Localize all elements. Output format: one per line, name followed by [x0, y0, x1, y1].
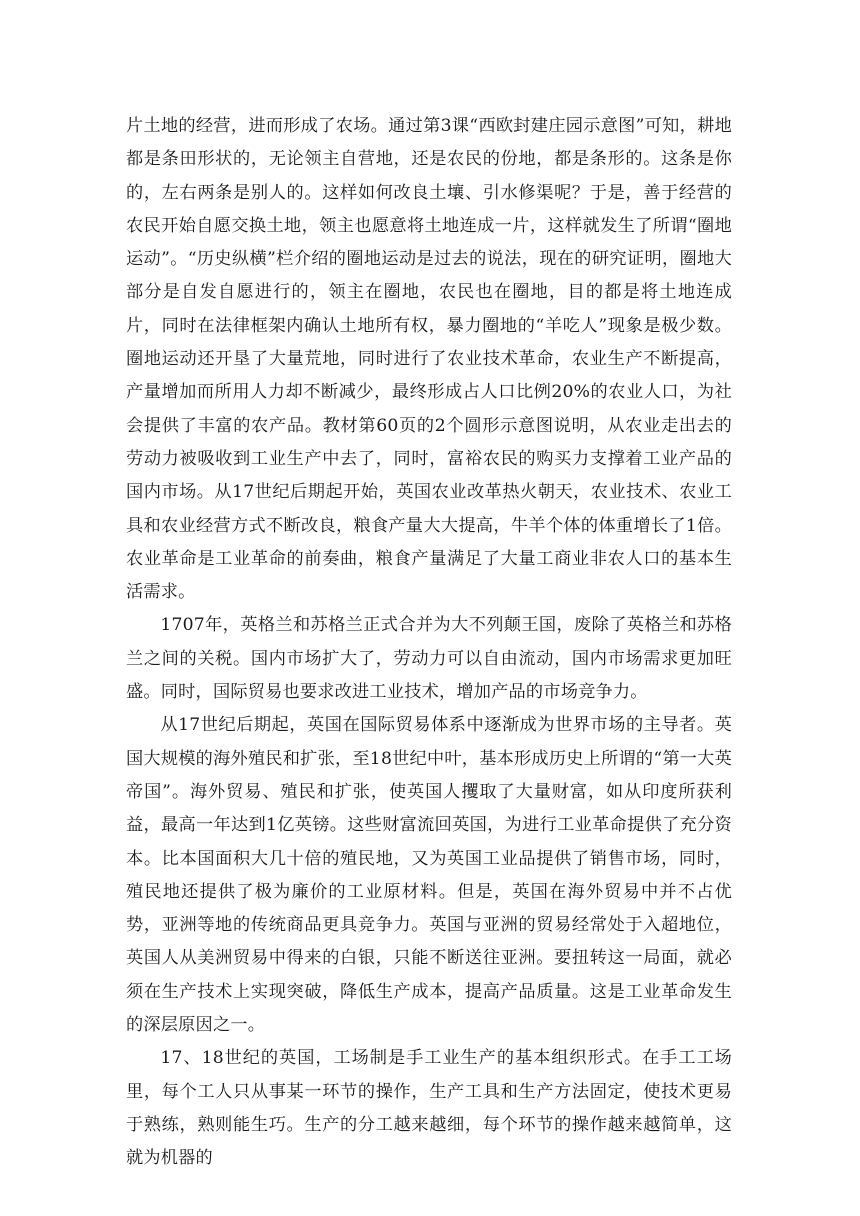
paragraph-workshop-system: 17、18世纪的英国，工场制是手工业生产的基本组织形式。在手工工场里，每个工人只从事某一环节的操作，生产工具和生产方法固定，使技术更易于熟练，熟则能生巧。生产的分工越来越细，每个环节的操作越来越简单，这就为机器的: [126, 1048, 732, 1169]
paragraph-union-1707: 1707年，英格兰和苏格兰正式合并为大不列颠王国，废除了英格兰和苏格兰之间的关税。国内市场扩大了，劳动力可以自由流动，国内市场需求更加旺盛。同时，国际贸易也要求改进工业技术，增加产品的市场竞争力。: [126, 615, 732, 703]
paragraph-overseas-trade: 从17世纪后期起，英国在国际贸易体系中逐渐成为世界市场的主导者。英国大规模的海外殖民和扩张，至18世纪中叶，基本形成历史上所谓的“第一大英帝国”。海外贸易、殖民和扩张，使英国人攫取了大量财富，如从印度所获利益，最高一年达到1亿英镑。这些财富流回英国，为进行工业革命提供了充分资本。比本国面积大几十倍的殖民地，又为英国工业品提供了销售市场，同时，殖民地还提供了极为廉价的工业原材料。但是，英国在海外贸易中并不占优势，亚洲等地的传统商品更具竞争力。英国与亚洲的贸易经常处于入超地位，英国人从美洲贸易中得来的白银，只能不断送往亚洲。要扭转这一局面，就必须在生产技术上实现突破，降低生产成本，提高产品质量。这是工业革命发生的深层原因之一。: [126, 715, 732, 1036]
document-body: [126, 110, 732, 1176]
paragraph-farming-enclosure: 片土地的经营，进而形成了农场。通过第3课“西欧封建庄园示意图”可知，耕地都是条田形状的，无论领主自营地，还是农民的份地，都是条形的。这条是你的，左右两条是别人的。这样如何改良土壤、引水修渠呢？于是，善于经营的农民开始自愿交换土地，领主也愿意将土地连成一片，这样就发生了所谓“圈地运动”。“历史纵横”栏介绍的圈地运动是过去的说法，现在的研究证明，圈地大部分是自发自愿进行的，领主在圈地，农民也在圈地，目的都是将土地连成片，同时在法律框架内确认土地所有权，暴力圈地的“羊吃人”现象是极少数。圈地运动还开垦了大量荒地，同时进行了农业技术革命，农业生产不断提高，产量增加而所用人力却不断减少，最终形成占人口比例20%的农业人口，为社会提供了丰富的农产品。教材第60页的2个圆形示意图说明，从农业走出去的劳动力被吸收到工业生产中去了，同时，富裕农民的购买力支撑着工业产品的国内市场。从17世纪后期起开始，英国农业改革热火朝天，农业技术、农业工具和农业经营方式不断改良，粮食产量大大提高，牛羊个体的体重增长了1倍。农业革命是工业革命的前奏曲，粮食产量满足了大量工商业非农人口的基本生活需求。: [126, 116, 732, 603]
